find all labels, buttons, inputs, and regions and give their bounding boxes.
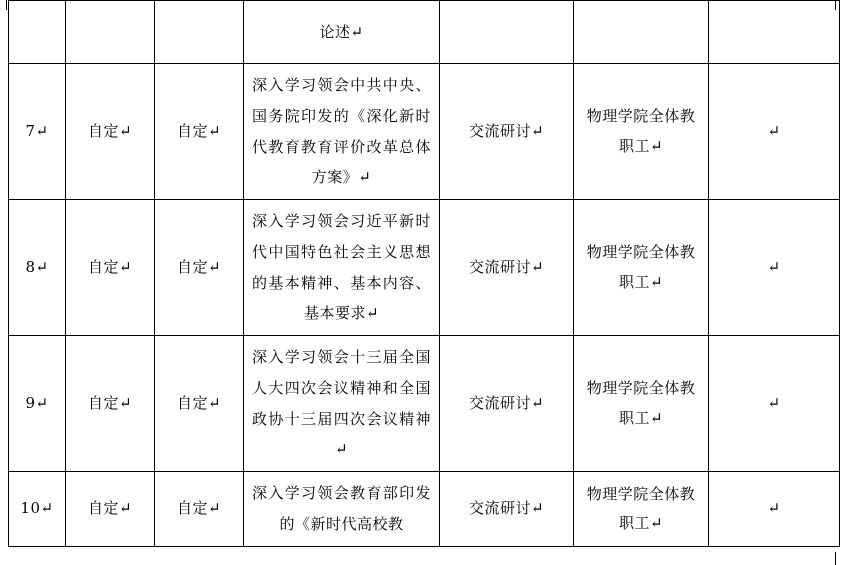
table-row xyxy=(9,64,840,200)
cell-time: 自定↵ xyxy=(66,64,155,200)
cell-content: 深入学习领会习近平新时代中国特色社会主义思想的基本精神、基本内容、基本要求↵ xyxy=(244,200,440,336)
cell-place: 自定↵ xyxy=(155,472,244,547)
cell-remark: ↵ xyxy=(709,200,840,336)
cell-form xyxy=(440,1,574,64)
table-row xyxy=(9,1,840,64)
table-row xyxy=(9,336,840,472)
study-plan-table xyxy=(8,0,840,547)
cell-num: 7↵ xyxy=(9,64,66,200)
cell-form: 交流研讨↵ xyxy=(440,64,574,200)
cell-num: 9↵ xyxy=(9,336,66,472)
cell-place: 自定↵ xyxy=(155,336,244,472)
cell-content: 深入学习领会十三届全国人大四次会议精神和全国政协十三届四次会议精神↵ xyxy=(244,336,440,472)
cell-place xyxy=(155,1,244,64)
cell-num: 10↵ xyxy=(9,472,66,547)
cell-form: 交流研讨↵ xyxy=(440,472,574,547)
cell-content: 深入学习领会教育部印发的《新时代高校教 xyxy=(244,472,440,547)
cell-people: 物理学院全体教职工↵ xyxy=(574,472,709,547)
cell-form: 交流研讨↵ xyxy=(440,200,574,336)
cell-people: 物理学院全体教职工↵ xyxy=(574,64,709,200)
cell-remark: ↵ xyxy=(709,336,840,472)
page-edge-mark-top-right xyxy=(835,0,836,10)
table-row xyxy=(9,200,840,336)
page-edge-mark-bottom-right xyxy=(835,552,836,565)
cell-num: 8↵ xyxy=(9,200,66,336)
cell-content: 论述↵ xyxy=(244,1,440,64)
cell-time: 自定↵ xyxy=(66,472,155,547)
cell-content: 深入学习领会中共中央、国务院印发的《深化新时代教育教育评价改革总体方案》↵ xyxy=(244,64,440,200)
cell-remark: ↵ xyxy=(709,64,840,200)
cell-form: 交流研讨↵ xyxy=(440,336,574,472)
cell-remark xyxy=(709,1,840,64)
cell-time: 自定↵ xyxy=(66,200,155,336)
cell-remark: ↵ xyxy=(709,472,840,547)
page-edge-mark-top-left xyxy=(6,0,7,10)
cell-num xyxy=(9,1,66,64)
cell-place: 自定↵ xyxy=(155,200,244,336)
cell-people: 物理学院全体教职工↵ xyxy=(574,336,709,472)
table-row xyxy=(9,472,840,547)
cell-time xyxy=(66,1,155,64)
cell-people: 物理学院全体教职工↵ xyxy=(574,200,709,336)
cell-time: 自定↵ xyxy=(66,336,155,472)
cell-people xyxy=(574,1,709,64)
cell-place: 自定↵ xyxy=(155,64,244,200)
